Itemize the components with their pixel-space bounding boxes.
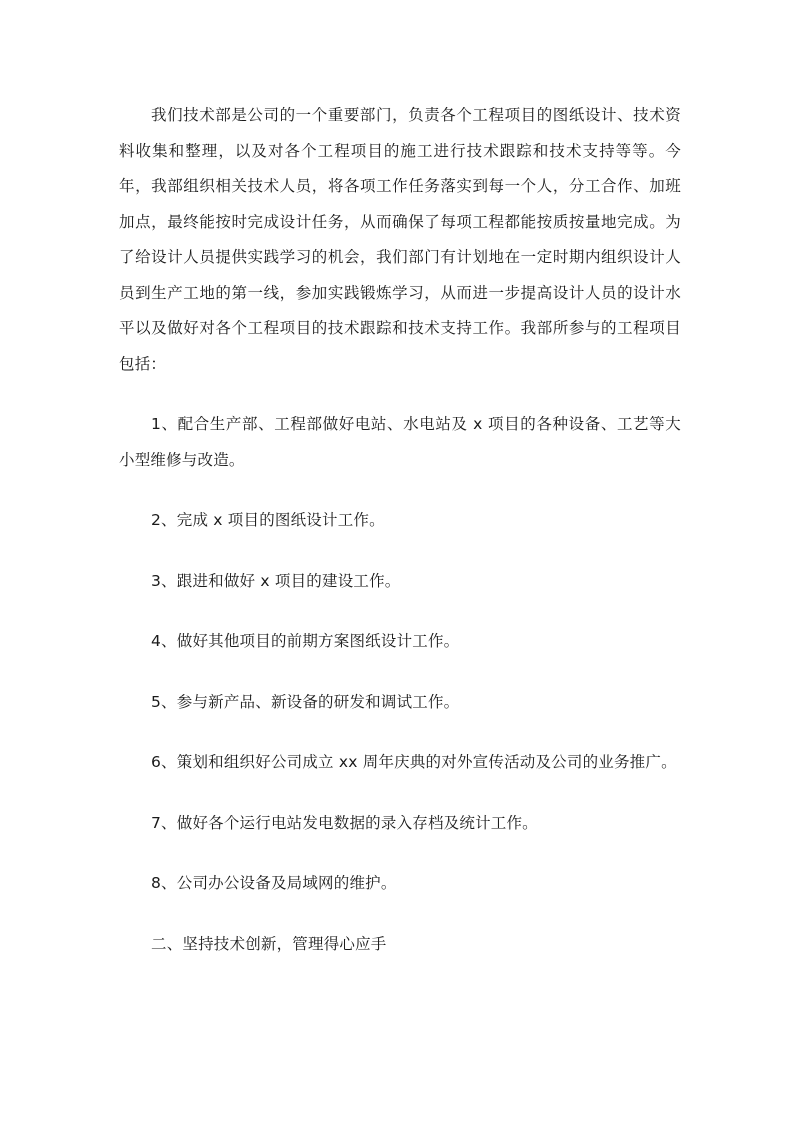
list-item: 8、公司办公设备及局域网的维护。 <box>151 874 397 892</box>
section-heading: 二、坚持技术创新，管理得心应手 <box>151 934 387 953</box>
document-page <box>119 98 681 962</box>
list-item: 3、跟进和做好 x 项目的建设工作。 <box>151 571 401 590</box>
list-item: 7、做好各个运行电站发电数据的录入存档及统计工作。 <box>151 813 538 832</box>
list-item: 5、参与新产品、新设备的研发和调试工作。 <box>151 692 460 711</box>
list-item: 6、策划和组织好公司成立 xx 周年庆典的对外宣传活动及公司的业务推广。 <box>151 753 677 771</box>
list-item: 4、做好其他项目的前期方案图纸设计工作。 <box>151 632 460 650</box>
list-item: 2、完成 x 项目的图纸设计工作。 <box>151 511 385 529</box>
intro-paragraph: 我们技术部是公司的一个重要部门，负责各个工程项目的图纸设计、技术资料收集和整理，以及对各个工程项目的施工进行技术跟踪和技术支持等等。今年，我部组织相关技术人员，将各项工作任务落实到每一个人，分工合作、加班加点，最终能按时完成设计任务，从而确保了每项工程都能按质按量地完成。为了给设计人员提供实践学习的机会，我们部门有计划地在一定时期内组织设计人员到生产工地的第一线，参加实践锻炼学习，从而进一步提高设计人员的设计水平以及做好对各个工程项目的技术跟踪和技术支持工作。我部所参与的工程项目包括： <box>119 106 681 373</box>
list-item: 1、配合生产部、工程部做好电站、水电站及 x 项目的各种设备、工艺等大小型维修与改造。 <box>119 415 681 469</box>
